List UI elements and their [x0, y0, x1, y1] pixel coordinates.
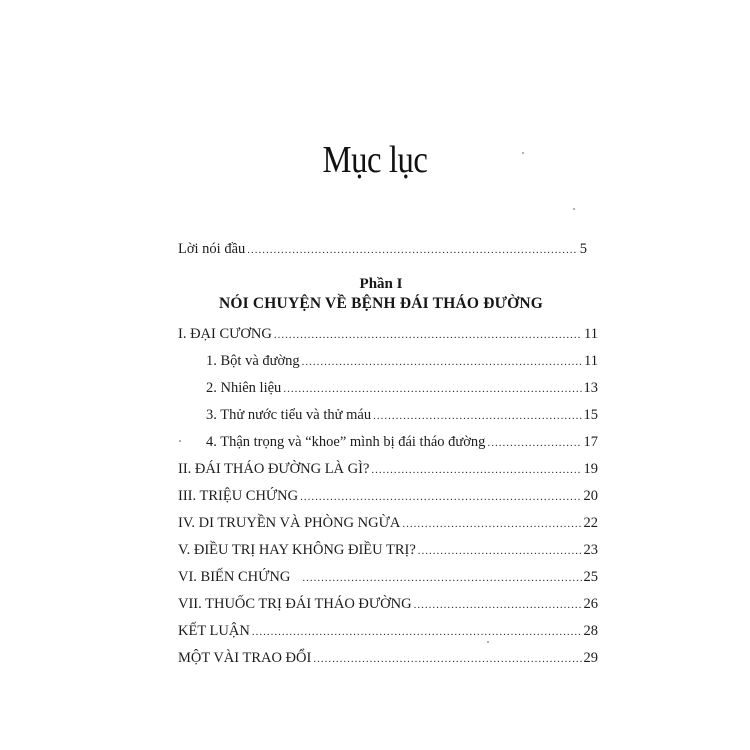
print-speck	[487, 641, 489, 643]
dot-leader	[247, 241, 577, 259]
page-title: Mục lục	[322, 139, 428, 181]
toc-entry-page: 22	[583, 515, 598, 531]
toc-entry-page: 26	[583, 596, 598, 612]
toc-entry-page: 29	[583, 650, 598, 666]
toc-subentry	[206, 433, 598, 452]
toc-entry-label: 3. Thử nước tiểu và thử máu	[206, 407, 372, 423]
toc-entry	[178, 649, 598, 668]
toc-subentry	[206, 406, 598, 425]
toc-entry-label: 2. Nhiên liệu	[206, 380, 282, 396]
toc-entry-label: 1. Bột và đường	[206, 353, 300, 369]
toc-subentry	[206, 379, 598, 398]
print-speck	[522, 152, 524, 154]
dot-leader	[418, 542, 582, 560]
toc-entry-page: 20	[583, 488, 598, 504]
toc-entry-label: IV. DI TRUYỀN VÀ PHÒNG NGỪA	[178, 515, 401, 531]
dot-leader	[252, 623, 582, 641]
toc-entry-label: VI. BIẾN CHỨNG	[178, 569, 291, 585]
print-speck	[573, 208, 575, 210]
toc-entry-label: III. TRIỆU CHỨNG	[178, 488, 299, 504]
dot-leader	[274, 326, 582, 344]
toc-entry	[178, 595, 598, 614]
toc-entry	[178, 541, 598, 560]
toc-entry-label: VII. THUỐC TRỊ ĐÁI THÁO ĐƯỜNG	[178, 596, 412, 612]
print-speck	[179, 440, 181, 442]
dot-leader	[300, 488, 581, 506]
dot-leader	[283, 380, 581, 398]
dot-leader	[402, 515, 581, 533]
part-title: NÓI CHUYỆN VỀ BỆNH ĐÁI THÁO ĐƯỜNG	[218, 295, 544, 312]
toc-entry-page: 5	[579, 241, 587, 257]
toc-entry-page: 28	[583, 623, 598, 639]
toc-entry-page: 19	[583, 461, 598, 477]
toc-entry-page: 13	[583, 380, 598, 396]
toc-entry-label: Lời nói đầu	[178, 241, 246, 257]
toc-entry-page: 17	[583, 434, 598, 450]
toc-entry-page: 25	[583, 569, 598, 585]
toc-entry	[178, 514, 598, 533]
toc-entry-label: I. ĐẠI CƯƠNG	[178, 326, 272, 342]
toc-entry-label: 4. Thận trọng và “khoe” mình bị đái tháo đường	[206, 434, 486, 450]
toc-entry-label: II. ĐÁI THÁO ĐƯỜNG LÀ GÌ?	[178, 461, 370, 477]
dot-leader	[371, 461, 581, 479]
toc-entry-page: 23	[583, 542, 598, 558]
dot-leader	[487, 434, 581, 452]
toc-entry	[178, 487, 598, 506]
toc-entry-page: 11	[584, 353, 598, 369]
toc-entry-label: MỘT VÀI TRAO ĐỔI	[178, 650, 312, 666]
toc-subentry	[206, 352, 598, 371]
dot-leader	[373, 407, 581, 425]
dot-leader	[313, 650, 581, 668]
toc-entry-page: 11	[584, 326, 598, 342]
toc-entry-preface	[178, 240, 587, 259]
toc-entry	[178, 325, 598, 344]
part-label: Phần I	[359, 276, 403, 292]
toc-entry	[178, 622, 598, 641]
dot-leader	[302, 569, 581, 587]
toc-entry-label: V. ĐIỀU TRỊ HAY KHÔNG ĐIỀU TRỊ?	[178, 542, 416, 558]
toc-entry	[178, 460, 598, 479]
dot-leader	[302, 353, 582, 371]
toc-entry-label: KẾT LUẬN	[178, 623, 250, 639]
toc-entry	[178, 568, 598, 587]
toc-entry-page: 15	[583, 407, 598, 423]
dot-leader	[414, 596, 582, 614]
